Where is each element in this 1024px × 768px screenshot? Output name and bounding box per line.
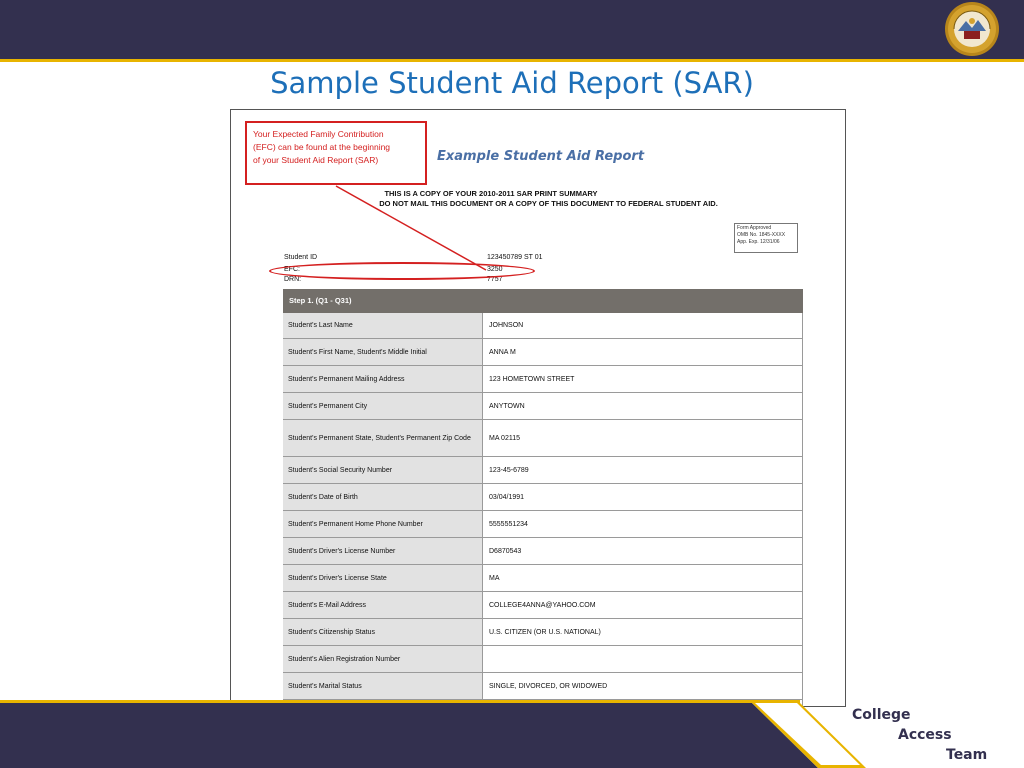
efc-highlight-ring xyxy=(269,262,535,280)
efc-value: 3250 xyxy=(487,266,503,273)
row-value: U.S. CITIZEN (OR U.S. NATIONAL) xyxy=(483,619,803,645)
table-row xyxy=(283,420,803,457)
row-label: Student's Permanent State, Student's Permanent Zip Code xyxy=(283,420,483,456)
row-value: D6870543 xyxy=(483,538,803,564)
table-row xyxy=(283,457,803,484)
row-label: Student's Alien Registration Number xyxy=(283,646,483,672)
form-approved-box xyxy=(734,223,798,253)
table-row xyxy=(283,619,803,646)
sar-table xyxy=(283,313,803,727)
slide-title: Sample Student Aid Report (SAR) xyxy=(270,66,754,100)
row-label: Student's Driver's License State xyxy=(283,565,483,591)
student-id-label: Student ID xyxy=(284,254,318,261)
row-value: 123-45-6789 xyxy=(483,457,803,483)
row-label: Student's Permanent Mailing Address xyxy=(283,366,483,392)
row-label: Student's E-Mail Address xyxy=(283,592,483,618)
row-value: ANNA M xyxy=(483,339,803,365)
row-value: MA xyxy=(483,565,803,591)
logo-college: College xyxy=(852,707,911,723)
logo-team: Team xyxy=(946,747,988,763)
table-row xyxy=(283,366,803,393)
colorado-seal-icon xyxy=(944,1,1000,57)
table-row xyxy=(283,511,803,538)
table-row xyxy=(283,484,803,511)
callout-line: Your Expected Family Contribution xyxy=(253,129,384,139)
header-band xyxy=(0,0,1024,59)
row-label: Student's Marital Status xyxy=(283,673,483,699)
row-label: Student's First Name, Student's Middle Initial xyxy=(283,339,483,365)
efc-callout xyxy=(245,121,427,185)
form-approved-line: Form Approved xyxy=(737,225,772,231)
row-label: Student's Date of Birth xyxy=(283,484,483,510)
row-label: Student's Driver's License Number xyxy=(283,538,483,564)
table-row xyxy=(283,592,803,619)
efc-label: EFC: xyxy=(284,266,300,273)
row-value: 03/04/1991 xyxy=(483,484,803,510)
callout-line: of your Student Aid Report (SAR) xyxy=(253,155,379,165)
row-label: Student's Last Name xyxy=(283,313,483,338)
table-row xyxy=(283,673,803,700)
table-row xyxy=(283,313,803,339)
row-value: 5555551234 xyxy=(483,511,803,537)
row-label: Student's Citizenship Status xyxy=(283,619,483,645)
row-label: Student's Social Security Number xyxy=(283,457,483,483)
drn-label: DRN: xyxy=(284,276,302,283)
logo-access: Access xyxy=(898,727,952,743)
notice-line-2: DO NOT MAIL THIS DOCUMENT OR A COPY OF THIS DOCUMENT TO FEDERAL STUDENT AID. xyxy=(379,199,718,208)
row-value xyxy=(483,646,803,672)
form-approved-line: App. Exp. 12/31/06 xyxy=(737,239,780,245)
document-title: Example Student Aid Report xyxy=(437,149,645,164)
row-label: Student's Permanent City xyxy=(283,393,483,419)
row-value: SINGLE, DIVORCED, OR WIDOWED xyxy=(483,673,803,699)
table-row xyxy=(283,646,803,673)
row-value: MA 02115 xyxy=(483,420,803,456)
drn-value: 7757 xyxy=(487,276,503,283)
row-value: COLLEGE4ANNA@YAHOO.COM xyxy=(483,592,803,618)
row-label: Student's Permanent Home Phone Number xyxy=(283,511,483,537)
table-row xyxy=(283,565,803,592)
row-value: JOHNSON xyxy=(483,313,803,338)
table-row xyxy=(283,393,803,420)
student-id-value: 123450789 ST 01 xyxy=(487,254,543,261)
table-row xyxy=(283,339,803,366)
row-value: ANYTOWN xyxy=(483,393,803,419)
step-header: Step 1. (Q1 - Q31) xyxy=(283,289,803,313)
table-row xyxy=(283,538,803,565)
row-value: 123 HOMETOWN STREET xyxy=(483,366,803,392)
header-accent-line xyxy=(0,59,1024,62)
sar-document xyxy=(230,109,846,707)
notice-line-1: THIS IS A COPY OF YOUR 2010-2011 SAR PRINT SUMMARY xyxy=(384,189,598,198)
form-approved-line: OMB No. 1845-XXXX xyxy=(737,232,786,238)
callout-line: (EFC) can be found at the beginning xyxy=(253,142,391,152)
